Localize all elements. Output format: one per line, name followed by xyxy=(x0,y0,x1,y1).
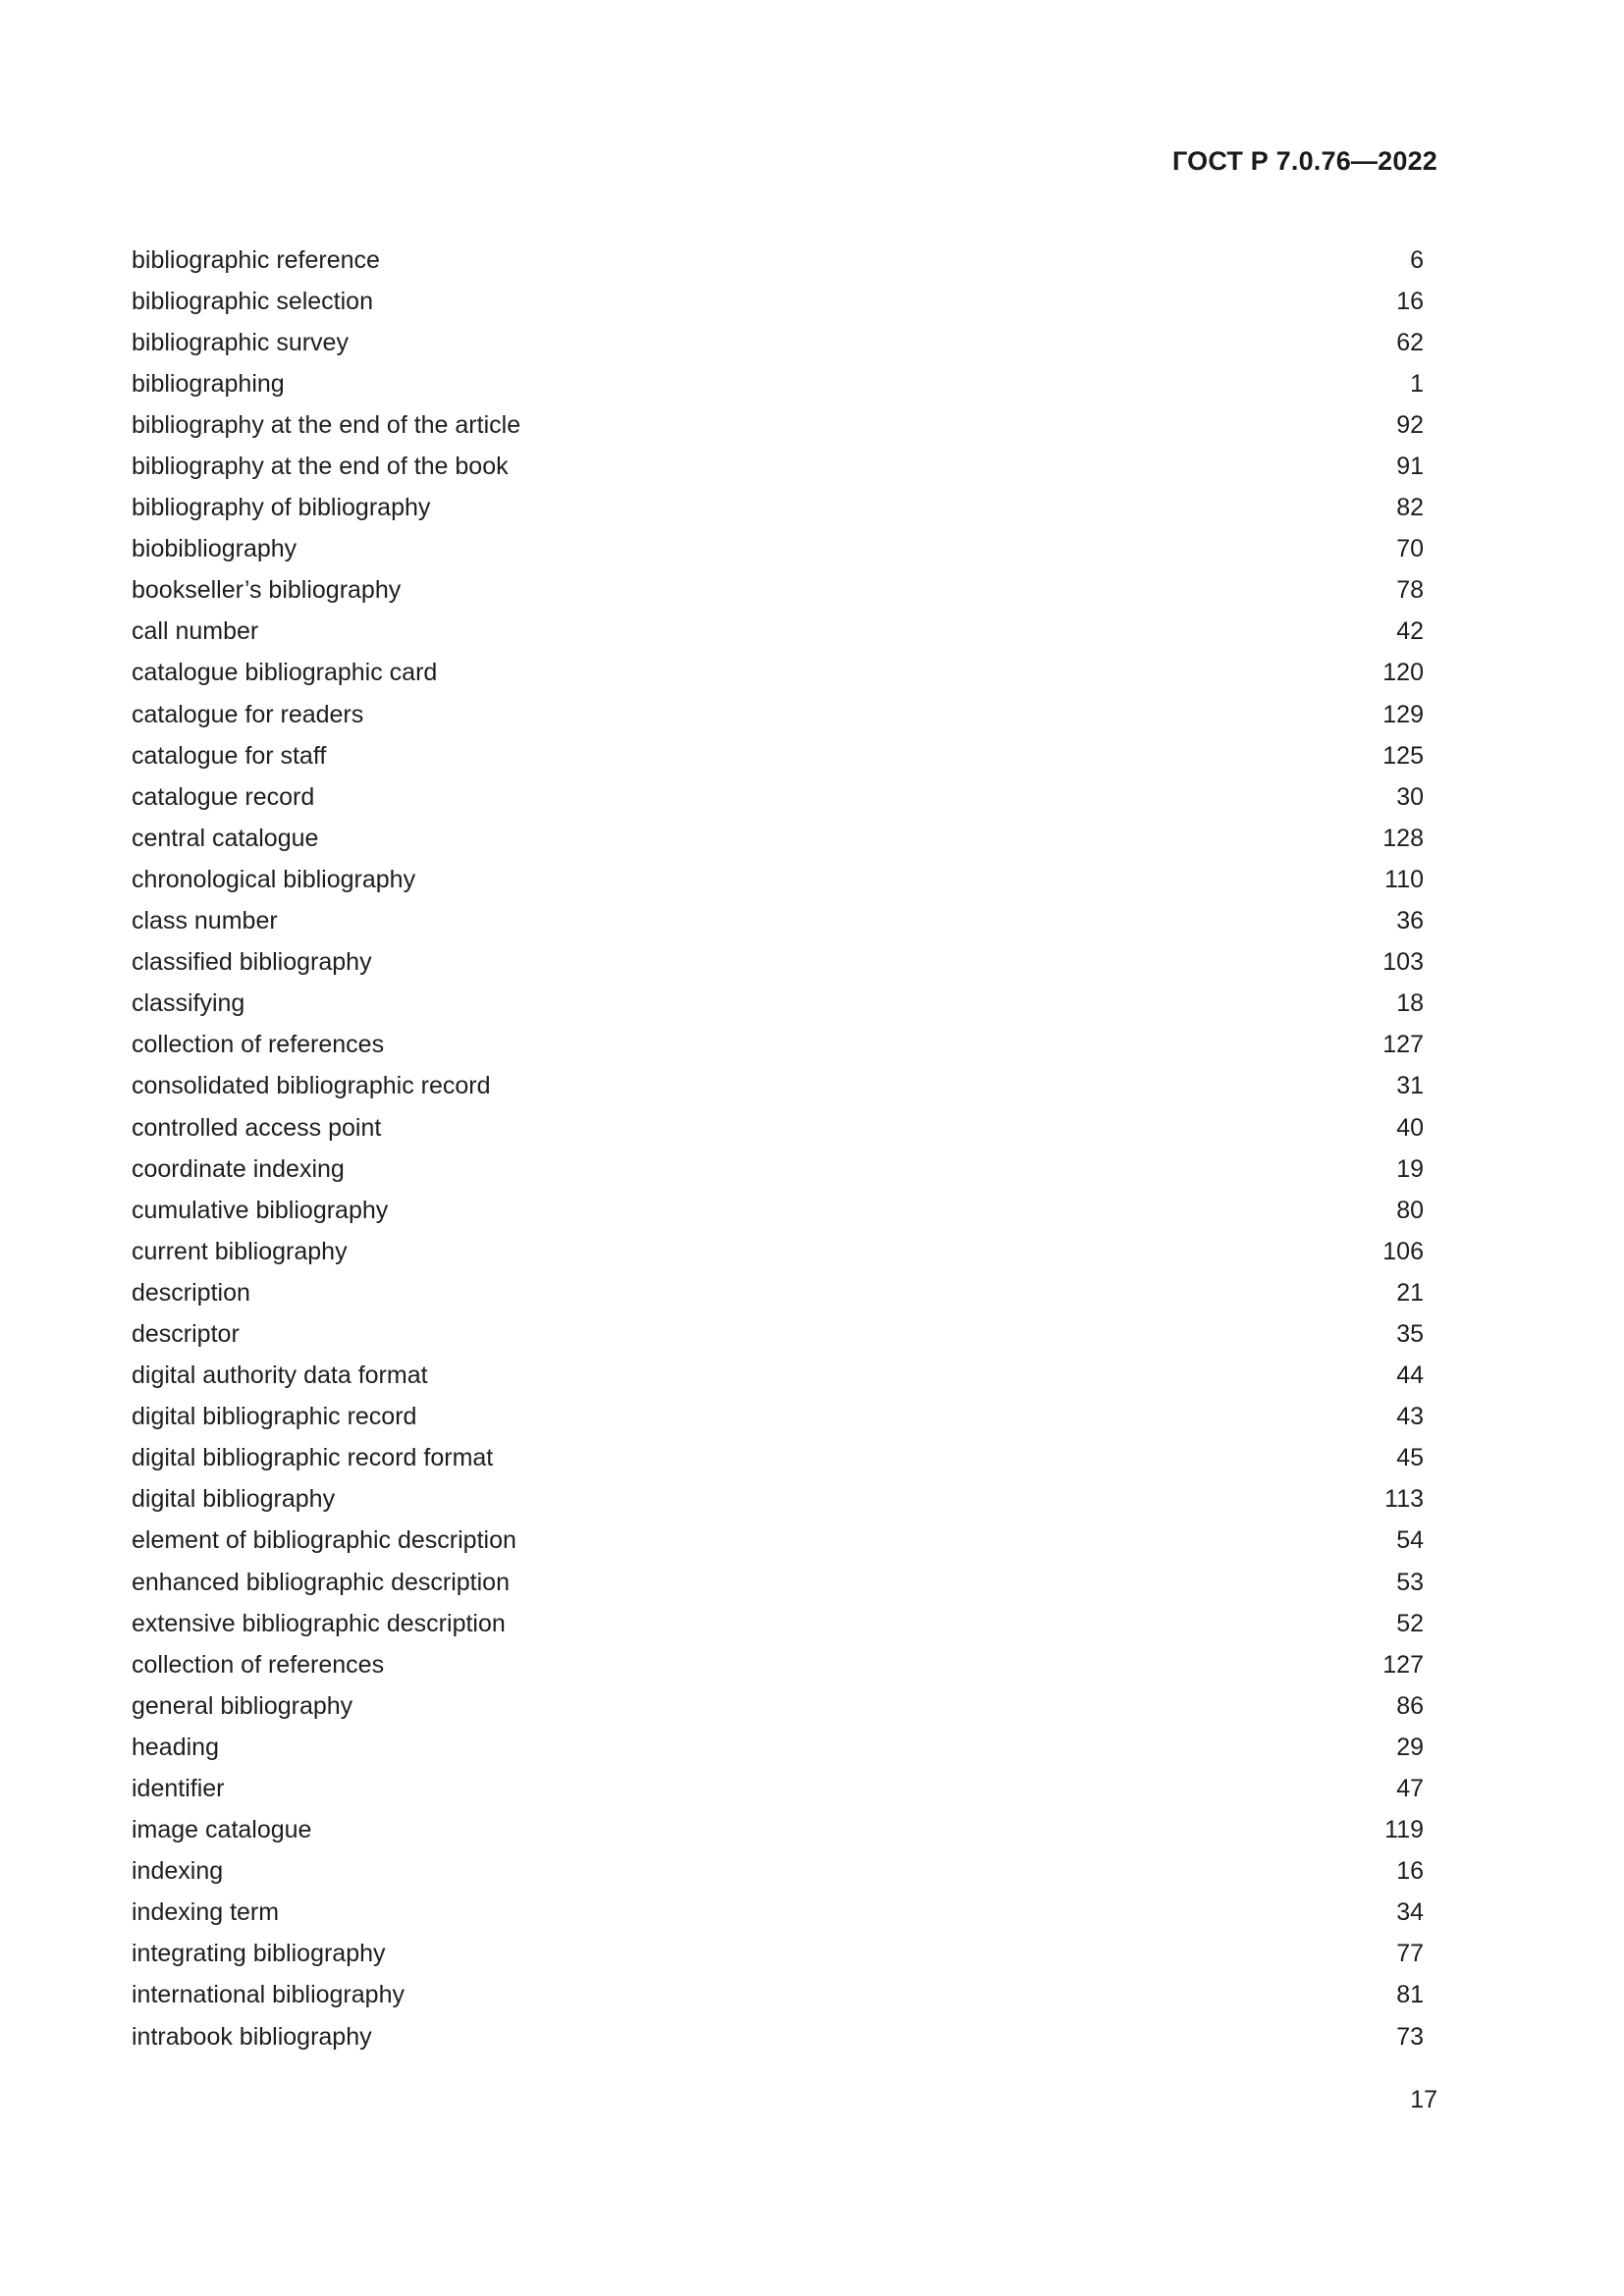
term-number: 21 xyxy=(1396,1278,1424,1307)
term-row xyxy=(132,612,1424,653)
term-number: 127 xyxy=(1382,1650,1424,1679)
term-number: 106 xyxy=(1382,1237,1424,1265)
term-label: bookseller’s bibliography xyxy=(132,576,402,605)
term-label: bibliography at the end of the book xyxy=(132,453,509,481)
term-number: 52 xyxy=(1396,1609,1424,1637)
term-label: cumulative bibliography xyxy=(132,1196,389,1224)
term-row xyxy=(132,818,1424,859)
term-row xyxy=(132,570,1424,612)
document-code: ГОСТ Р 7.0.76—2022 xyxy=(1171,146,1437,176)
term-label: bibliography at the end of the article xyxy=(132,410,521,439)
term-row xyxy=(132,1397,1424,1438)
term-row xyxy=(132,529,1424,570)
term-row xyxy=(132,776,1424,818)
term-number: 110 xyxy=(1384,865,1424,893)
term-row xyxy=(132,1893,1424,1934)
term-number: 80 xyxy=(1396,1196,1424,1224)
term-number: 35 xyxy=(1396,1319,1424,1348)
term-number: 18 xyxy=(1396,989,1424,1018)
term-label: indexing term xyxy=(132,1898,280,1927)
term-label: coordinate indexing xyxy=(132,1154,345,1183)
term-row xyxy=(132,363,1424,404)
term-number: 128 xyxy=(1382,824,1424,852)
term-number: 30 xyxy=(1396,782,1424,811)
term-row xyxy=(132,1272,1424,1313)
term-row xyxy=(132,1066,1424,1107)
term-label: bibliographic reference xyxy=(132,245,380,274)
term-label: class number xyxy=(132,907,278,935)
term-number: 53 xyxy=(1396,1568,1424,1596)
term-row xyxy=(132,446,1424,487)
term-label: extensive bibliographic description xyxy=(132,1609,506,1637)
term-row xyxy=(132,1603,1424,1644)
term-row xyxy=(132,1934,1424,1975)
term-label: intrabook bibliography xyxy=(132,2022,372,2051)
term-row xyxy=(132,1975,1424,2016)
term-row xyxy=(132,1231,1424,1272)
term-number: 16 xyxy=(1396,287,1424,315)
term-number: 16 xyxy=(1396,1857,1424,1886)
term-row xyxy=(132,901,1424,942)
term-number: 77 xyxy=(1396,1940,1424,1968)
term-row xyxy=(132,488,1424,529)
term-label: bibliographic survey xyxy=(132,328,349,356)
term-number: 62 xyxy=(1396,328,1424,356)
term-label: enhanced bibliographic description xyxy=(132,1568,510,1596)
term-row xyxy=(132,1810,1424,1851)
term-number: 103 xyxy=(1382,948,1424,977)
term-number: 36 xyxy=(1396,907,1424,935)
term-label: bibliographing xyxy=(132,369,285,398)
term-row xyxy=(132,859,1424,900)
term-label: indexing xyxy=(132,1857,224,1886)
term-number: 54 xyxy=(1396,1526,1424,1555)
term-row xyxy=(132,1025,1424,1066)
term-number: 127 xyxy=(1382,1031,1424,1059)
term-label: element of bibliographic description xyxy=(132,1526,516,1555)
term-label: heading xyxy=(132,1733,219,1761)
term-label: collection of references xyxy=(132,1031,385,1059)
term-number: 113 xyxy=(1384,1485,1424,1514)
term-number: 40 xyxy=(1396,1113,1424,1142)
term-label: digital bibliography xyxy=(132,1485,336,1514)
term-row xyxy=(132,1644,1424,1685)
term-label: catalogue for staff xyxy=(132,741,327,770)
term-label: classifying xyxy=(132,989,245,1018)
page-number: 17 xyxy=(1410,2086,1437,2113)
term-row xyxy=(132,653,1424,694)
term-row xyxy=(132,1685,1424,1727)
term-row xyxy=(132,694,1424,735)
term-number: 34 xyxy=(1396,1898,1424,1927)
term-number: 119 xyxy=(1384,1816,1424,1844)
term-number: 120 xyxy=(1382,659,1424,687)
term-number: 1 xyxy=(1410,369,1424,398)
term-label: catalogue for readers xyxy=(132,700,364,728)
term-label: integrating bibliography xyxy=(132,1940,386,1968)
term-row xyxy=(132,942,1424,984)
term-label: current bibliography xyxy=(132,1237,348,1265)
term-label: digital bibliographic record format xyxy=(132,1444,494,1472)
term-row xyxy=(132,1148,1424,1190)
term-row xyxy=(132,281,1424,322)
term-number: 81 xyxy=(1396,1981,1424,2009)
term-label: international bibliography xyxy=(132,1981,405,2009)
term-number: 45 xyxy=(1396,1444,1424,1472)
term-number: 82 xyxy=(1396,494,1424,522)
term-label: call number xyxy=(132,617,259,646)
term-number: 78 xyxy=(1396,576,1424,605)
term-label: bibliography of bibliography xyxy=(132,494,431,522)
term-row xyxy=(132,1107,1424,1148)
term-row xyxy=(132,1768,1424,1809)
term-number: 29 xyxy=(1396,1733,1424,1761)
term-row xyxy=(132,1727,1424,1768)
term-label: general bibliography xyxy=(132,1691,353,1720)
term-number: 31 xyxy=(1396,1072,1424,1100)
term-row xyxy=(132,1313,1424,1355)
term-number: 92 xyxy=(1396,410,1424,439)
term-number: 19 xyxy=(1396,1154,1424,1183)
term-number: 91 xyxy=(1396,453,1424,481)
term-label: chronological bibliography xyxy=(132,865,416,893)
term-label: controlled access point xyxy=(132,1113,382,1142)
term-label: classified bibliography xyxy=(132,948,372,977)
term-row xyxy=(132,1479,1424,1521)
term-number: 70 xyxy=(1396,535,1424,563)
term-label: consolidated bibliographic record xyxy=(132,1072,491,1100)
term-label: central catalogue xyxy=(132,824,319,852)
term-row xyxy=(132,735,1424,776)
term-label: image catalogue xyxy=(132,1816,312,1844)
term-number: 86 xyxy=(1396,1691,1424,1720)
term-number: 42 xyxy=(1396,617,1424,646)
term-row xyxy=(132,984,1424,1025)
term-label: digital authority data format xyxy=(132,1362,428,1390)
term-number: 73 xyxy=(1396,2022,1424,2051)
term-number: 6 xyxy=(1410,245,1424,274)
term-row xyxy=(132,2016,1424,2057)
term-number: 125 xyxy=(1382,741,1424,770)
term-row xyxy=(132,240,1424,281)
term-number: 43 xyxy=(1396,1403,1424,1431)
term-row xyxy=(132,1562,1424,1603)
term-label: catalogue bibliographic card xyxy=(132,659,438,687)
term-row xyxy=(132,322,1424,363)
term-index-list xyxy=(132,240,1424,2057)
term-label: biobibliography xyxy=(132,535,298,563)
term-label: catalogue record xyxy=(132,782,315,811)
term-row xyxy=(132,1851,1424,1893)
term-number: 129 xyxy=(1382,700,1424,728)
term-label: collection of references xyxy=(132,1650,385,1679)
term-row xyxy=(132,1438,1424,1479)
term-row xyxy=(132,1356,1424,1397)
term-label: identifier xyxy=(132,1775,225,1803)
term-label: bibliographic selection xyxy=(132,287,373,315)
term-row xyxy=(132,1190,1424,1231)
term-label: digital bibliographic record xyxy=(132,1403,417,1431)
term-label: description xyxy=(132,1278,250,1307)
term-label: descriptor xyxy=(132,1319,240,1348)
term-number: 47 xyxy=(1396,1775,1424,1803)
term-row xyxy=(132,1521,1424,1562)
term-row xyxy=(132,404,1424,446)
term-number: 44 xyxy=(1396,1362,1424,1390)
